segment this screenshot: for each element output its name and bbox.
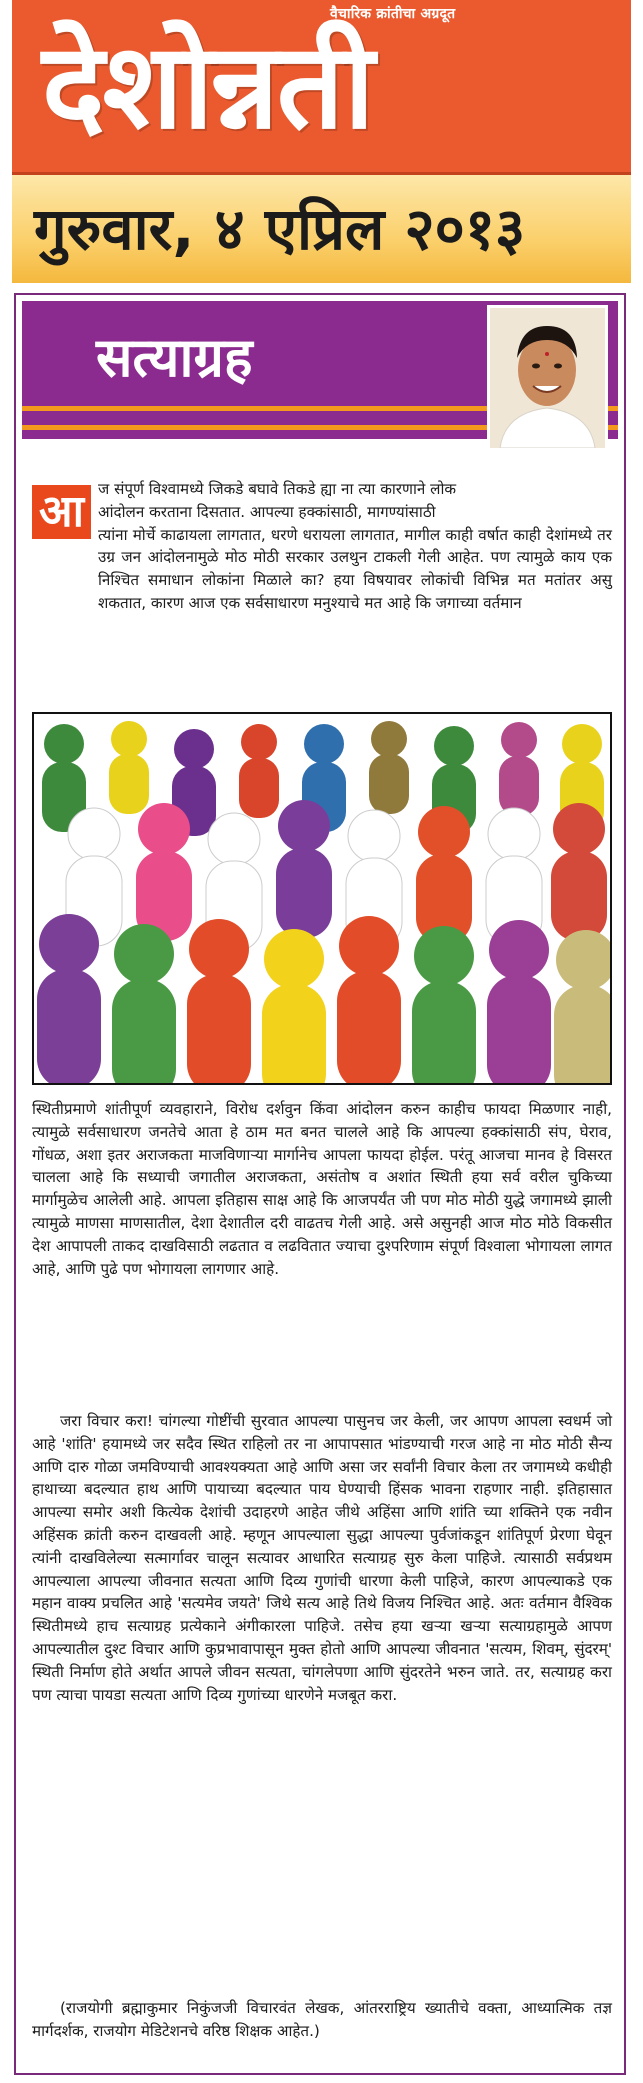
author-portrait-icon — [490, 308, 605, 448]
article-paragraph-3: जरा विचार करा! चांगल्या गोष्टींची सुरवात आपल्या पासुनच जर केली, जर आपण आपला स्वधर्म जो आहे 'शांति' हयामध्ये जर सदैव स्थित राहिलो तर ना आपापसात भांडण्याची गरज आहे ना मोठ मोठी सैन्य आणि दारु गोळा जमविण्याची आवश्यक्यता आहे आणि असा जर सर्वांनी विचार केला तर जगामध्ये कधीही हाथाच्या बदल्यात हाथ आणि पायाच्या बदल्यात पाय घेण्याची हिंसक भावना राहणार नाही. इतिहासात आपल्या समोर अशी कित्येक देशांची उदाहरणे आहेत जीथे अहिंसा आणि शांति च्या शक्तिने एक नवीन अहिंसक क्रांती करुन दाखवली आहे. म्हणून आपल्याला सुद्धा आपल्या पुर्वजांकडून शांतिपूर्ण प्रेरणा घेवून त्यांनी दाखविलेल्या सत्मार्गावर चालून सत्यावर आधारित सत्याग्रह सुरु केला पाहिजे. त्यासाठी सर्वप्रथम आपल्याला आपल्या जीवनात सत्यता आणि दिव्य गुणांची धारणा केली पाहिजे, कारण आपल्याकडे एक महान वाक्य प्रचलित आहे 'सत्यमेव जयते' जिथे सत्य आहे तिथे विजय निश्चित आहे. अतः वर्तमान वैश्विक स्थितीमध्ये हाच सत्याग्रह प्रत्येकाने अंगीकारला पाहिजे. तसेच हया खऱ्या खऱ्या सत्याग्रहामुळे आपण आपल्यातील दुश्ट विचार आणि कुप्रभावापासून मुक्त होतो आणि आपल्या जीवनात 'सत्यम, शिवम्, सुंदरम्' स्थिती निर्माण होते अर्थात आपले जीवन सत्यता, चांगलेपणा आणि सुंदरतेने भरुन जाते. तर, सत्याग्रह करा पण त्याचा पायडा सत्यता आणि दिव्य गुणांच्या धारणेने मजबूत करा. — [32, 1412, 612, 1704]
publication-date: गुरुवार, ४ एप्रिल २०१३ — [34, 195, 526, 263]
drop-cap: आ — [32, 485, 91, 539]
crowd-illustration — [32, 712, 612, 1085]
article-paragraph-2: स्थितीप्रमाणे शांतीपूर्ण व्यवहाराने, विरोध दर्शवुन किंवा आंदोलन करुन काहीच फायदा मिळणार नाही, त्यामुळे सर्वसाधारण जनतेचे आता हे ठाम मत बनत चालले आहे कि आपल्या हक्कांसाठी संप, घेराव, गोंधळ, अशा इतर अराजकता माजविणाऱ्या मार्गानेच आपला फायदा होईल. परंतू आजचा मानव हे विसरत चालला आहे कि सध्याची जगातील अराजकता, असंतोष व अशांत स्थिती हया सर्व वरील चुकिच्या मार्गामुळेच आलेली आहे. आपला इतिहास साक्ष आहे कि आजपर्यंत जी पण मोठ मोठी युद्धे जगामध्ये झाली त्यामुळे माणसा माणसातील, देशा देशातील दरी वाढतच गेली आहे. असे असुनही आज मोठ मोठे विकसीत देश आपापली ताकद दाखविसाठी लढतात व लढवितात ज्याचा दुश्परिणाम संपूर्ण विश्वाला भोगायला लागत आहे, आणि पुढे पण भोगायला लागणार आहे. — [32, 1100, 612, 1278]
intro-line-2: आंदोलन करताना दिसतात. आपल्या हक्कांसाठी, मागण्यांसाठी — [98, 502, 436, 521]
crowd-silhouettes-icon — [34, 714, 610, 1083]
author-photo — [487, 305, 608, 451]
author-bio: (राजयोगी ब्रह्माकुमार निकुंजजी विचारवंत लेखक, आंतरराष्ट्रिय ख्यातीचे वक्ता, आध्यात्मिक तज्ञ मार्गदर्शक, राजयोग मेडिटेशनचे वरिष्ठ शिक्षक आहेत.) — [32, 1999, 612, 2040]
date-band — [12, 175, 631, 283]
tagline: वैचारिक क्रांतीचा अग्रदूत — [330, 6, 456, 22]
newspaper-logo: देशोन्नती — [42, 17, 373, 155]
column-title: सत्याग्रह — [96, 326, 253, 389]
intro-line-1: ज संपूर्ण विश्वामध्ये जिकडे बघावे तिकडे ह्या ना त्या कारणाने लोक — [98, 480, 457, 498]
masthead — [12, 0, 631, 175]
article-intro-paragraph — [32, 478, 612, 615]
intro-rest: त्यांना मोर्चे काढायला लागतात, धरणे धरायला लागतात, मागील काही वर्षात काही देशांमध्ये तर उग्र जन आंदोलनामुळे मोठ मोठी सरकार उलथुन टाकली गेली आहेत. पण त्यामुळे काय एक निश्चित समाधान लोकांना मिळाले का? हया विषयावर लोकांची विभिन्न मत मतांतर असु शकतात, कारण आज एक सर्वसाधारण मनुश्याचे मत आहे कि जगाच्या वर्तमान — [98, 525, 612, 612]
